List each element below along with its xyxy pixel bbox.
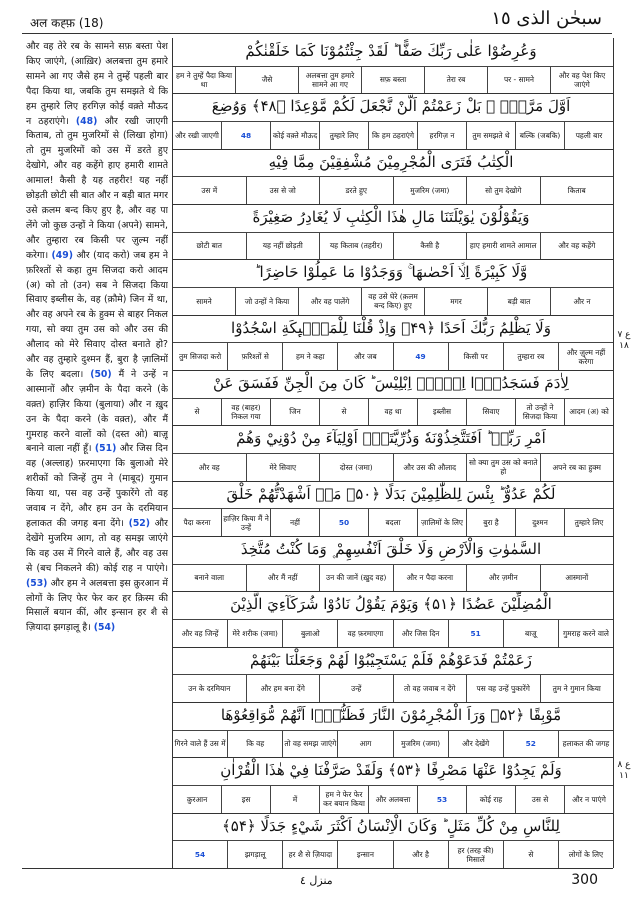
verse-number: 51 (448, 620, 503, 647)
gloss-cell: वह उसे घेरे (क़लम बन्द किए) हुए (361, 288, 424, 315)
gloss-cell: आदम (अ) को (564, 399, 613, 426)
gloss-cell: और वह पालेंगे (298, 288, 361, 315)
verse-number: 50 (319, 509, 368, 536)
gloss-cell: सो क्या तुम उस को बनाते हो (466, 454, 540, 481)
gloss-cell: बुरा है (466, 509, 515, 536)
gloss-cell: और है (393, 841, 448, 868)
gloss-cell: कोई वक़्ते मौऊद (270, 122, 319, 149)
gloss-cell: जिन (270, 399, 319, 426)
gloss-row (173, 232, 613, 260)
gloss-cell: और वह (198, 462, 220, 472)
gloss-row (173, 840, 613, 868)
translation-text: और (याद करो) जब हम ने फ़रिश्तों से कहा तुम सिजदा करो आदम (अ) को तो (उन) सब ने सिजदा किया सिवाए इब्लीस के, वह (क़ौमे) जिन में था, और वह अपने रब के हुक्म से बाहर निकल गया, सो क्या तुम उस को और उस की औलाद को मेरे सिवाए दोस्त बनाते हो? और वह तुम्हारे दुश्मन हैं, बुरा है ज़ालिमों के लिए बदला। (26, 249, 168, 380)
gloss-cell: जो उन्हों ने किया (235, 288, 298, 315)
gloss-cell: फ़रिश्तों से (227, 343, 282, 370)
arabic-line: زَعَمْتُمْ فَدَعَوْهُمْ فَلَمْ يَسْتَجِيْبُوْا لَهُمْ وَجَعَلْنَا بَيْنَهُمْ (250, 650, 532, 669)
gloss-cell: सिवाए (466, 399, 515, 426)
gloss-cell: और हम बना देंगे (246, 675, 320, 702)
verse-number: 54 (194, 850, 206, 860)
gloss-row (173, 453, 613, 481)
verse-row (173, 149, 613, 205)
gloss-cell: और वह पेश किए जाएंगे (550, 67, 613, 94)
page-header (0, 0, 638, 36)
verse-number: 52 (503, 731, 558, 758)
arabic-line: اَوَّلَ مَرَّةٍۢ ؗ بَلْ زَعَمْتُمْ اَلَّنْ نَّجْعَلَ لَكُمْ مَّوْعِدًا ﴿۴۸﴾ وَوُضِعَ (211, 97, 571, 116)
arabic-line: وَيَقُوْلُوْنَ يٰوَيْلَتَنَا مَالِ هٰذَا الْكِتٰبِ لَا يُغَادِرُ صَغِيْرَةً (252, 208, 530, 226)
gloss-cell: और ज़ुल्म नहीं करेगा (558, 343, 613, 370)
arabic-line: وَلَمْ يَجِدُوْا عَنْهَا مَصْرِفًا ﴿۵۳﴾ وَلَقَدْ صَرَّفْنَا فِيْ هٰذَا الْقُرْاٰنِ (220, 761, 562, 780)
gloss-cell: मगर (424, 288, 487, 315)
arabic-line: وَعُرِضُوْا عَلٰى رَبِّكَ صَفًّا ؕ لَقَدْ جِئْتُمُوْنَا كَمَا خَلَقْنٰكُمْ (245, 42, 537, 60)
gloss-cell: तुम्हारे लिए (564, 509, 613, 536)
gloss-cell: मुजरिम (जमा) (393, 177, 467, 204)
gloss-cell: सामने (196, 296, 212, 306)
arabic-line: السَّمٰوٰتِ وَالْاَرْضِ وَلَا خَلْقَ اَنْفُسِهِمْ ۪ وَمَا كُنْتُ مُتَّخِذَ (240, 540, 542, 558)
gloss-cell: अलबत्ता तुम हमारे सामने आ गए (298, 67, 361, 94)
gloss-cell: कि वह (227, 731, 282, 758)
gloss-cell: हाए हमारी शामते आमाल (466, 233, 540, 260)
gloss-cell: हम ने तुम्हें पैदा किया था (175, 70, 233, 89)
gloss-row (173, 176, 613, 204)
gloss-row (173, 785, 613, 813)
gloss-cell: पैदा करना (183, 518, 211, 528)
gloss-row (173, 564, 613, 592)
gloss-cell: नहीं (270, 509, 319, 536)
verse-number: (52) (128, 518, 151, 529)
ruku-mark-label: ع ٨ (617, 760, 631, 770)
ruku-mark-sub: ١٨ (619, 341, 629, 351)
gloss-cell: गिरने वाले हैं उस में (174, 739, 226, 749)
verse-row (173, 370, 613, 426)
gloss-cell: आस्मानों (540, 565, 614, 592)
gloss-cell: डरते हुए (319, 177, 393, 204)
gloss-cell: पर - सामने (487, 67, 550, 94)
gloss-cell: बनाने वाला (194, 573, 225, 583)
verse-number: (54) (93, 622, 116, 634)
gloss-cell: उस से (515, 786, 564, 813)
gloss-cell: हर शै से ज़ियादा (282, 841, 337, 868)
arabic-line: لِاٰدَمَ فَسَجَدُوْۤا اِلَّاۤ اِبْلِيْسَ ؕ كَانَ مِنَ الْجِنِّ فَفَسَقَ عَنْ (213, 374, 569, 392)
gloss-row (173, 398, 613, 426)
verse-row (173, 204, 613, 260)
verse-number: (48) (75, 115, 98, 127)
gloss-cell: वह था (368, 399, 417, 426)
gloss-cell: सफ़ बस्ता (361, 67, 424, 94)
gloss-cell: लोगों के लिए (558, 841, 613, 868)
gloss-cell: और मैं नहीं (246, 565, 320, 592)
gloss-cell: कि हम ठहराएंगे (368, 122, 417, 149)
arabic-line: مَّوْبِقًا ﴿۵۲﴾ وَرَاَ الْمُجْرِمُوْنَ النَّارَ فَظَنُّوْۤا اَنَّهُمْ مُّوَاقِعُوْهَا (220, 706, 562, 724)
gloss-row (173, 508, 613, 536)
translation-column (26, 40, 168, 865)
gloss-cell: हरगिज़ न (417, 122, 466, 149)
gloss-cell: अपने रब का हुक्म (540, 454, 614, 481)
verse-number: 48 (221, 122, 270, 149)
gloss-cell: उन के दरमियान (188, 684, 231, 694)
arabic-line: وَّلَا كَبِيْرَةً اِلَّاۤ اَحْصٰىهَا ۚ وَوَجَدُوْا مَا عَمِلُوْا حَاضِرًا ؕ (254, 263, 528, 282)
arabic-line: لَكُمْ عَدُوٌّ ؕ بِئْسَ لِلظّٰلِمِيْنَ بَدَلًا ﴿۵۰﴾ مَاۤ اَشْهَدْتُّهُمْ خَلْقَ (226, 484, 556, 503)
gloss-cell: तुम्हारा रब (503, 343, 558, 370)
verse-row (173, 757, 613, 813)
surah-title-hindi: अल कह्फ़ (18) (30, 16, 104, 30)
gloss-cell: और उस की औलाद (393, 454, 467, 481)
gloss-cell: वह (बाहर) निकल गया (221, 399, 270, 426)
gloss-cell: उस से जो (246, 177, 320, 204)
verse-grid (172, 38, 614, 868)
gloss-row (173, 66, 613, 94)
gloss-cell: उन्हें (319, 675, 393, 702)
gloss-row (173, 287, 613, 315)
gloss-row (173, 730, 613, 758)
verse-row (173, 647, 613, 703)
translation-text: मैं ने उन्हें न आस्मानों और ज़मीन के पैदा करने (के वक़्त) हाज़िर किया (बुलाया) और न ख़ुद उन के पैदा करने (के वक़्त), और मैं गुमराह करने वालों को (दस्त ओ) बाज़ू बनाने वाला नहीं हूँ। (26, 368, 168, 455)
gloss-cell: पस वह उन्हें पुकारेंगे (466, 675, 540, 702)
gloss-cell: और जब (337, 343, 392, 370)
gloss-cell: बल्कि (जबकि) (515, 122, 564, 149)
verse-row (173, 259, 613, 315)
verse-number: (53) (26, 577, 48, 589)
gloss-row (173, 121, 613, 149)
gloss-row (173, 674, 613, 702)
gloss-cell: मेरे सिवाए (246, 454, 320, 481)
gloss-cell: कोई राह (466, 786, 515, 813)
gloss-cell: कैसी है (393, 233, 467, 260)
verse-number: (50) (90, 368, 112, 380)
page-number: 300 (571, 872, 598, 888)
verse-row (173, 702, 613, 758)
gloss-cell: गुमराह करने वाले (558, 620, 613, 647)
gloss-cell: हम ने फेर फेर कर बयान किया (319, 786, 368, 813)
gloss-row (173, 619, 613, 647)
ruku-mark-label: ع ٧ (617, 330, 631, 340)
translation-text: और जिस दिन वह (अल्लाह) फ़रमाएगा कि बुलाओ मेरे शरीकों को जिन्हें तुम ने (माबूद) गुमान किया था, पस वह उन्हें पुकारेंगे तो वह जवाब न देंगे, और हम उन के दरमियान हलाकत की जगह बना देंगे। (26, 443, 168, 529)
gloss-cell: तुम्हारे लिए (319, 122, 368, 149)
gloss-cell: इन्सान (337, 841, 392, 868)
gloss-cell: हम ने कहा (282, 343, 337, 370)
verse-row (173, 813, 613, 869)
verse-row (173, 481, 613, 537)
gloss-cell: से (194, 407, 200, 417)
gloss-cell: मुजरिम (जमा) (393, 731, 448, 758)
gloss-cell: हलाकत की जगह (558, 731, 613, 758)
gloss-cell: हर (तरह की) मिसालें (448, 841, 503, 868)
gloss-cell: तुम सिजदा करो (178, 352, 222, 362)
gloss-cell: दुश्मन (515, 509, 564, 536)
gloss-cell: तो वह समझ जाएंगे (282, 731, 337, 758)
arabic-line: الْكِتٰبُ فَتَرَى الْمُجْرِمِيْنَ مُشْفِقِيْنَ مِمَّا فِيْهِ (268, 152, 514, 171)
gloss-cell: में (270, 786, 319, 813)
page-footer (0, 868, 638, 903)
arabic-line: اَمْرِ رَبِّهٖ ؕ اَفَتَتَّخِذُوْنَهٗ وَذُرِّيَّتَهٗۤ اَوْلِيَآءَ مِنْ دُوْنِيْ وَهُمْ (236, 429, 546, 448)
manzil-label: منزل ٤ (300, 874, 333, 887)
gloss-row (173, 342, 613, 370)
gloss-cell: जैसे (235, 67, 298, 94)
gloss-cell: और न पाएंगे (564, 786, 613, 813)
gloss-cell: और जिस दिन (393, 620, 448, 647)
gloss-cell: बड़ी बात (487, 288, 550, 315)
translation-text: और हम ने अलबत्ता इस क़ुरआन में लोगों के लिए फेर फेर कर हर क़िस्म की मिसालें बयान कीं, और इन्सान हर शै से ज़ियादा झगड़ालू है। (26, 577, 168, 634)
gloss-cell: मेरे शरीक (जमा) (227, 620, 282, 647)
gloss-cell: और न (550, 288, 613, 315)
gloss-cell: सो तुम देखोगे (466, 177, 540, 204)
gloss-cell: बुलाओ (282, 620, 337, 647)
verse-row (173, 315, 613, 371)
gloss-cell: इब्लीस (417, 399, 466, 426)
gloss-cell: और वह जिन्हें (181, 628, 219, 638)
gloss-cell: और देखेंगे (448, 731, 503, 758)
verse-row (173, 38, 613, 94)
verse-number: (51) (94, 443, 117, 455)
gloss-cell: तुम ने गुमान किया (540, 675, 614, 702)
header-rule (22, 33, 612, 34)
gloss-cell: हाज़िर किया मैं ने उन्हें (221, 509, 270, 536)
gloss-cell: तेरा रब (424, 67, 487, 94)
translation-text: और देखेंगे मुजरिम आग, तो वह समझ जाएंगे कि वह उस में गिरने वाले हैं, और वह उस से (बच निकलने की) कोई राह न पाएंगे। (26, 518, 168, 574)
gloss-cell: आग (337, 731, 392, 758)
verse-number: (49) (51, 249, 73, 261)
gloss-cell: यह किताब (तहरीर) (319, 233, 393, 260)
translation-text: और वह तेरे रब के सामने सफ़ बस्ता पेश किए जाएंगे, (आख़िर) अलबत्ता तुम हमारे सामने आ गए जैसे हम ने तुम्हें पहली बार पैदा किया था, जबकि तुम समझते थे कि हम तुम्हारे लिए हरगिज़ कोई वक़्ते मौऊद न ठहराएंगे। (26, 41, 168, 127)
arabic-line: لِلنَّاسِ مِنْ كُلِّ مَثَلٍ ؕ وَكَانَ الْاِنْسَانُ اَكْثَرَ شَيْءٍ جَدَلًا ﴿۵۴﴾ (222, 816, 560, 835)
gloss-cell: किताब (540, 177, 614, 204)
gloss-cell: इस (221, 786, 270, 813)
verse-row (173, 591, 613, 647)
arabic-line: وَلَا يَظْلِمُ رَبُّكَ اَحَدًا ﴿۴۹﴾ وَاِذْ قُلْنَا لِلْمَلٰۗىِٕكَةِ اسْجُدُوْا (231, 318, 551, 337)
gloss-cell: किसी पर (448, 343, 503, 370)
gloss-cell: और न पैदा करना (393, 565, 467, 592)
gloss-cell: उन की जानें (ख़ुद वह) (319, 565, 393, 592)
arabic-line: الْمُضِلِّيْنَ عَضُدًا ﴿۵۱﴾ وَيَوْمَ يَقُوْلُ نَادُوْا شُرَكَآءِيَ الَّذِيْنَ (230, 595, 552, 614)
gloss-cell: बाज़ू (503, 620, 558, 647)
gloss-cell: तो वह जवाब न देंगे (393, 675, 467, 702)
juz-title-arabic: سبحٰن الذی ١٥ (491, 8, 602, 29)
gloss-cell: उस में (201, 186, 218, 196)
gloss-cell: पहली बार (564, 122, 613, 149)
gloss-cell: और रखी जाएगी (175, 130, 219, 140)
translation-text: और रखी जाएगी किताब, तो तुम मुजरिमों से (लिखा होगा) तो तुम मुजरिमों को उस में डरते हुए देखोगे, और वह कहेंगे हाए हमारी शामते आमाल! कैसी है यह तहरीर! यह नहीं छोड़ती छोटी सी बात और न बड़ी बात मगर उसे क़लम बन्द किए हुए है, और वह पा लेंगे जो कुछ उन्हों ने किया (अपने) सामने, और तुम्हारा रब किसी पर ज़ुल्म नहीं करेगा। (26, 115, 168, 261)
gloss-cell: तो उन्हों ने सिजदा किया (515, 399, 564, 426)
gloss-cell: से (319, 399, 368, 426)
verse-number: 53 (417, 786, 466, 813)
gloss-cell: झगड़ालू (227, 841, 282, 868)
ruku-mark (614, 330, 634, 352)
gloss-cell: बदला (368, 509, 417, 536)
ruku-mark-sub: ١١ (619, 771, 629, 781)
gloss-cell: ज़ालिमों के लिए (417, 509, 466, 536)
gloss-cell: वह फ़रमाएगा (337, 620, 392, 647)
gloss-cell: और ज़मीन (466, 565, 540, 592)
gloss-cell: और अलबत्ता (368, 786, 417, 813)
ruku-mark (614, 760, 634, 782)
verse-number: 49 (393, 343, 448, 370)
gloss-cell: यह नहीं छोड़ती (246, 233, 320, 260)
verse-row (173, 93, 613, 149)
gloss-cell: तुम समझते थे (466, 122, 515, 149)
verse-row (173, 536, 613, 592)
gloss-cell: दोस्त (जमा) (319, 454, 393, 481)
verse-row (173, 425, 613, 481)
gloss-cell: से (503, 841, 558, 868)
gloss-cell: क़ुरआन (186, 794, 208, 804)
gloss-cell: और वह कहेंगे (540, 233, 614, 260)
gloss-cell: छोटी बात (196, 241, 222, 251)
